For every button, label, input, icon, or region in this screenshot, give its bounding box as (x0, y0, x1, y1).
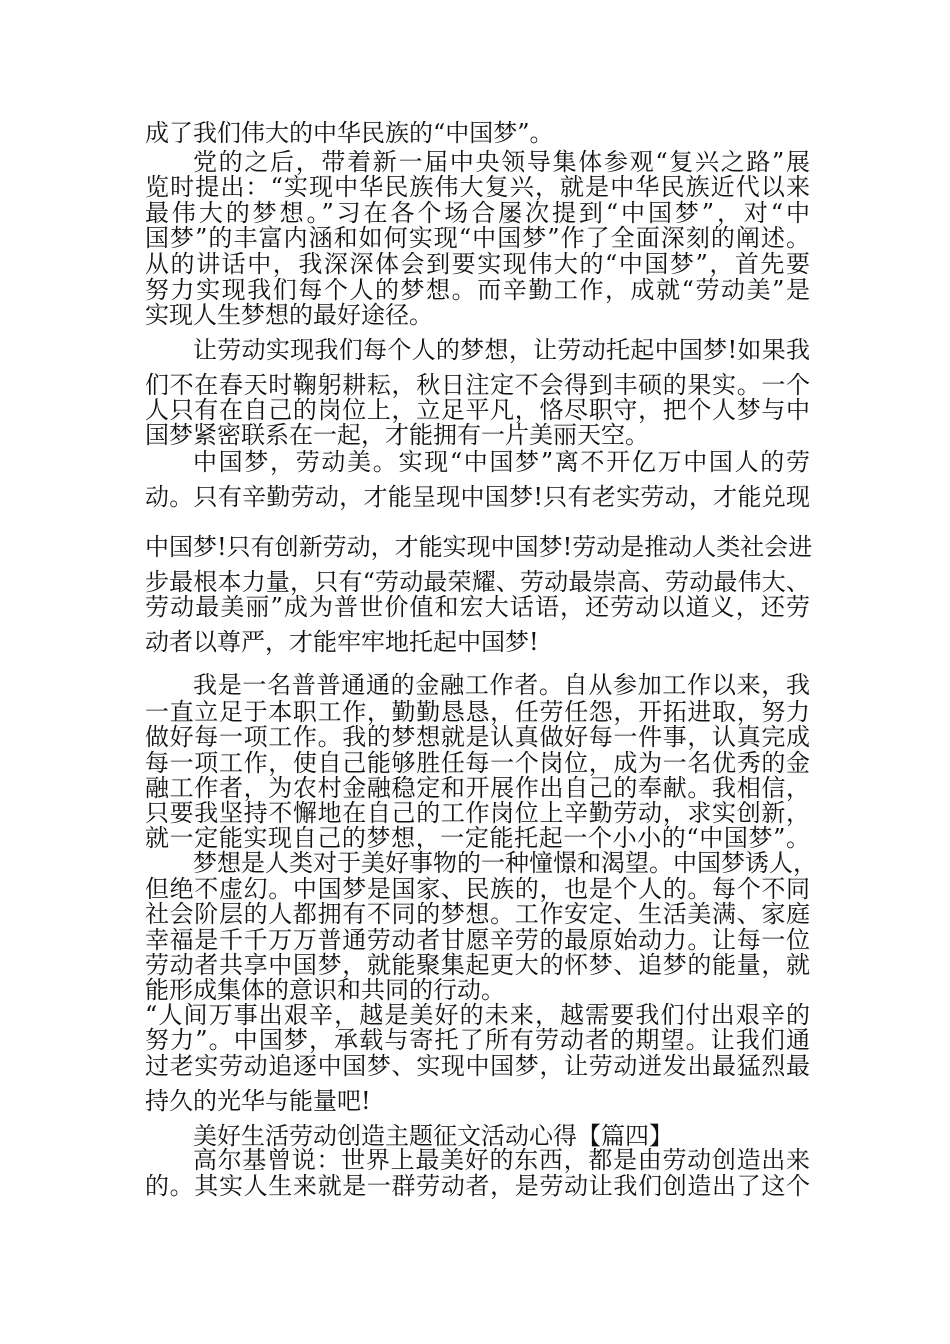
text-line: 每一项工作，使自己能够胜任每一个岗位，成为一名优秀的金 (145, 749, 810, 777)
text-line: 的。其实人生来就是一群劳动者，是劳动让我们创造出了这个 (145, 1172, 810, 1200)
text-line: 但绝不虚幻。中国梦是国家、民族的，也是个人的。每个不同 (145, 875, 810, 903)
text-line: 梦想是人类对于美好事物的一种憧憬和渴望。中国梦诱人， (193, 849, 817, 877)
text-line: 劳动最美丽”成为普世价值和宏大话语，还劳动以道义，还劳 (145, 593, 810, 621)
text-line: 让劳动实现我们每个人的梦想，让劳动托起中国梦!如果我 (193, 336, 810, 364)
text-line: 动者以尊严，才能牢牢地托起中国梦! (145, 628, 539, 656)
text-line: 努力实现我们每个人的梦想。而辛勤工作，成就“劳动美”是 (145, 276, 810, 304)
text-line: 幸福是千千万万普通劳动者甘愿辛劳的最原始动力。让每一位 (145, 926, 810, 954)
text-line: 实现人生梦想的最好途径。 (145, 301, 433, 329)
text-line: 我是一名普普通通的金融工作者。自从参加工作以来，我 (193, 671, 810, 699)
text-line: “人间万事出艰辛，越是美好的未来，越需要我们付出艰辛的 (145, 1001, 810, 1029)
text-line: 成了我们伟大的中华民族的“中国梦”。 (145, 119, 554, 147)
text-line: 览时提出：“实现中华民族伟大复兴，就是中华民族近代以来 (145, 173, 810, 201)
text-line: 持久的光华与能量吧! (145, 1087, 371, 1115)
text-line: 国梦紧密联系在一起，才能拥有一片美丽天空。 (145, 421, 649, 449)
text-line: 做好每一项工作。我的梦想就是认真做好每一件事，认真完成 (145, 723, 810, 751)
section-heading: 美好生活劳动创造主题征文活动心得【篇四】 (193, 1122, 673, 1150)
text-line: 中国梦!只有创新劳动，才能实现中国梦!劳动是推动人类社会进 (145, 533, 813, 561)
text-line: 融工作者，为农村金融稳定和开展作出自己的奉献。我相信， (145, 774, 810, 802)
text-line: 最伟大的梦想。”习在各个场合屡次提到“中国梦”，对“中 (145, 199, 810, 227)
text-line: 社会阶层的人都拥有不同的梦想。工作安定、生活美满、家庭 (145, 900, 810, 928)
text-line: 劳动者共享中国梦，就能聚集起更大的怀梦、追梦的能量，就 (145, 951, 810, 979)
text-line: 中国梦，劳动美。实现“中国梦”离不开亿万中国人的劳 (193, 448, 810, 476)
text-line: 人只有在自己的岗位上，立足平凡，恪尽职守，把个人梦与中 (145, 396, 810, 424)
text-line: 动。只有辛勤劳动，才能呈现中国梦!只有老实劳动，才能兑现 (145, 483, 810, 511)
text-line: 步最根本力量，只有“劳动最荣耀、劳动最崇高、劳动最伟大、 (145, 568, 810, 596)
text-line: 就一定能实现自己的梦想，一定能托起一个小小的“中国梦”。 (145, 824, 810, 852)
text-line: 们不在春天时鞠躬耕耘，秋日注定不会得到丰硕的果实。一个 (145, 371, 810, 399)
text-line: 只要我坚持不懈地在自己的工作岗位上辛勤劳动，求实创新， (145, 799, 810, 827)
text-line: 过老实劳动追逐中国梦、实现中国梦，让劳动迸发出最猛烈最 (145, 1052, 810, 1080)
text-line: 国梦”的丰富内涵和如何实现“中国梦”作了全面深刻的阐述。 (145, 224, 810, 252)
text-line: 能形成集体的意识和共同的行动。 (145, 976, 505, 1004)
text-line: 一直立足于本职工作，勤勤恳恳，任劳任怨，开拓进取，努力 (145, 698, 810, 726)
text-line: 党的之后，带着新一届中央领导集体参观“复兴之路”展 (193, 148, 810, 176)
text-line: 努力”。中国梦，承载与寄托了所有劳动者的期望。让我们通 (145, 1026, 810, 1054)
text-line: 从的讲话中，我深深体会到要实现伟大的“中国梦”，首先要 (145, 250, 810, 278)
text-line: 高尔基曾说：世界上最美好的东西，都是由劳动创造出来 (193, 1146, 810, 1174)
